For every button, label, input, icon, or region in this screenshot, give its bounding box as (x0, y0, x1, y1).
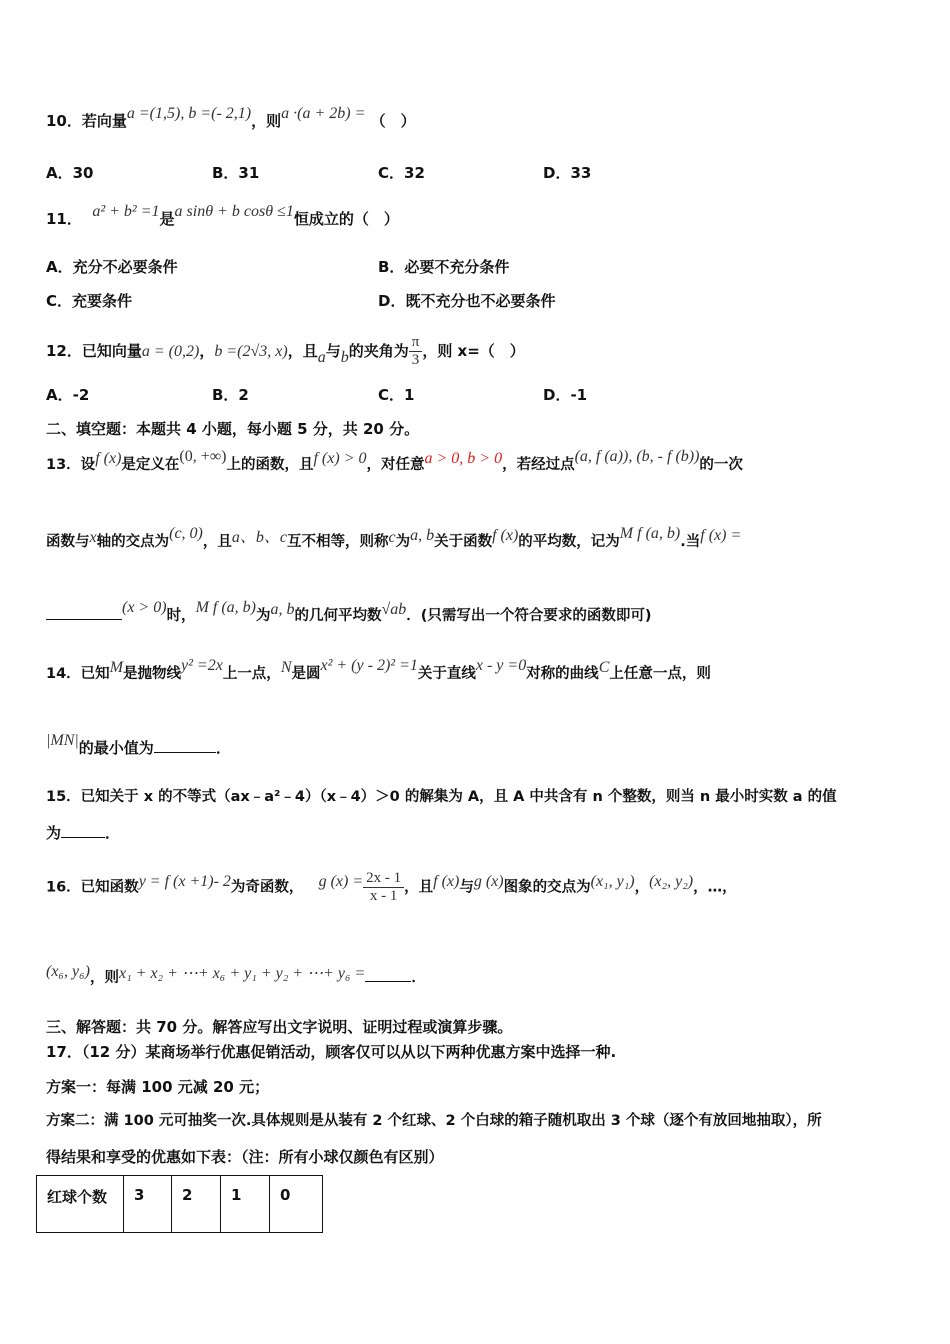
question-15-line-1: 15．已知关于 x 的不等式（ax﹣a²﹣4）（x﹣4）＞0 的解集为 A，且 A 中共含有 n 个整数，则当 n 最小时实数 a 的值 (46, 789, 837, 805)
answer-blank[interactable] (154, 738, 216, 753)
question-13-line-2: 函数与x轴的交点为(c, 0)，且a、b、c互不相等，则称c为a, b关于函数f (x)的平均数，记为M f (a, b).当f (x) = (46, 525, 742, 550)
question-11-stem: 11． a² + b² =1是a sinθ + b cosθ ≤1恒成立的（ ） (46, 203, 399, 228)
highlighted-condition: a > 0, b > 0 (424, 450, 503, 467)
answer-blank[interactable] (61, 823, 105, 838)
option-a[interactable]: A．30 (46, 164, 94, 182)
section-heading: 三、解答题：共 70 分。解答应写出文字说明、证明过程或演算步骤。 (46, 1018, 513, 1036)
option-b[interactable]: B．必要不充分条件 (378, 258, 510, 276)
question-13-line-1: 13．设f (x)是定义在(0, +∞)上的函数，且f (x) > 0，对任意a > 0, b > 0，若经过点(a, f (a)), (b, - f (b))的一次 (46, 448, 743, 473)
question-14-line-2: |MN|的最小值为 ． (46, 732, 231, 757)
question-14-line-1: 14．已知M是抛物线y² =2x上一点，N是圆x² + (y - 2)² =1关于直线x - y =0对称的曲线C上任意一点，则 (46, 657, 711, 682)
g-fraction: $\frac{2x - 1}{x - 1}$ (363, 870, 404, 905)
question-10-stem: 10．若向量a =(1,5), b =(- 2,1)，则a ·(a + 2b) = （ ） (46, 105, 416, 130)
option-b[interactable]: B．31 (212, 164, 260, 182)
option-c[interactable]: C．1 (378, 386, 415, 404)
plan-one: 方案一：每满 100 元减 20 元； (46, 1078, 270, 1096)
answer-blank[interactable] (365, 967, 411, 982)
angle-fraction: $\frac{\pi}{3}$ (409, 334, 423, 369)
question-15-line-2: 为 ． (46, 824, 121, 842)
table-cell: 0 (270, 1176, 323, 1233)
table-cell: 3 (124, 1176, 172, 1233)
table-header-cell: 红球个数 (37, 1176, 124, 1233)
option-d[interactable]: D．-1 (543, 386, 588, 404)
question-16-line-1: 16．已知函数y = f (x +1)- 2为奇函数， g (x) = $\frac{2x - 1}{x - 1}$ ，且f (x)与g (x)图象的交点为(x₁, y₁)，(x₂, y₂)，…， (46, 870, 737, 904)
option-a[interactable]: A．充分不必要条件 (46, 258, 178, 276)
option-c[interactable]: C．充要条件 (46, 292, 133, 310)
plan-two-continued: 得结果和享受的优惠如下表：（注：所有小球仅颜色有区别） (46, 1148, 444, 1166)
plan-two: 方案二：满 100 元可抽奖一次.具体规则是从装有 2 个红球、2 个白球的箱子随机取出 3 个球（逐个有放回地抽取），所 (46, 1113, 822, 1129)
table-row (37, 1176, 323, 1233)
option-c[interactable]: C．32 (378, 164, 425, 182)
discount-table (36, 1175, 323, 1233)
answer-blank[interactable] (46, 605, 122, 620)
option-a[interactable]: A．-2 (46, 386, 90, 404)
table-cell: 2 (172, 1176, 221, 1233)
table-cell: 1 (221, 1176, 270, 1233)
question-12-stem: 12．已知向量a = (0,2)，b =(2√3, x)，且a与b的夹角为 $\frac{\pi}{3}$ ，则 x=（ ） (46, 334, 525, 368)
q10-dot-product: a ·(a + 2b) = (281, 105, 366, 122)
question-16-line-2: (x₆, y₆)，则x₁ + x₂ + ⋯+ x₆ + y₁ + y₂ + ⋯+ y₆ = ． (46, 963, 426, 986)
option-d[interactable]: D．既不充分也不必要条件 (378, 292, 556, 310)
section-heading: 二、填空题：本题共 4 小题，每小题 5 分，共 20 分。 (46, 420, 420, 438)
question-13-line-3: (x > 0)时，M f (a, b)为a, b的几何平均数√ab．(只需写出一个符合要求的函数即可) (46, 604, 652, 625)
option-b[interactable]: B．2 (212, 386, 249, 404)
option-d[interactable]: D．33 (543, 164, 592, 182)
q10-vectors: a =(1,5), b =(- 2,1) (126, 105, 252, 122)
question-17-stem: 17．（12 分）某商场举行优惠促销活动，顾客仅可以从以下两种优惠方案中选择一种. (46, 1043, 617, 1061)
